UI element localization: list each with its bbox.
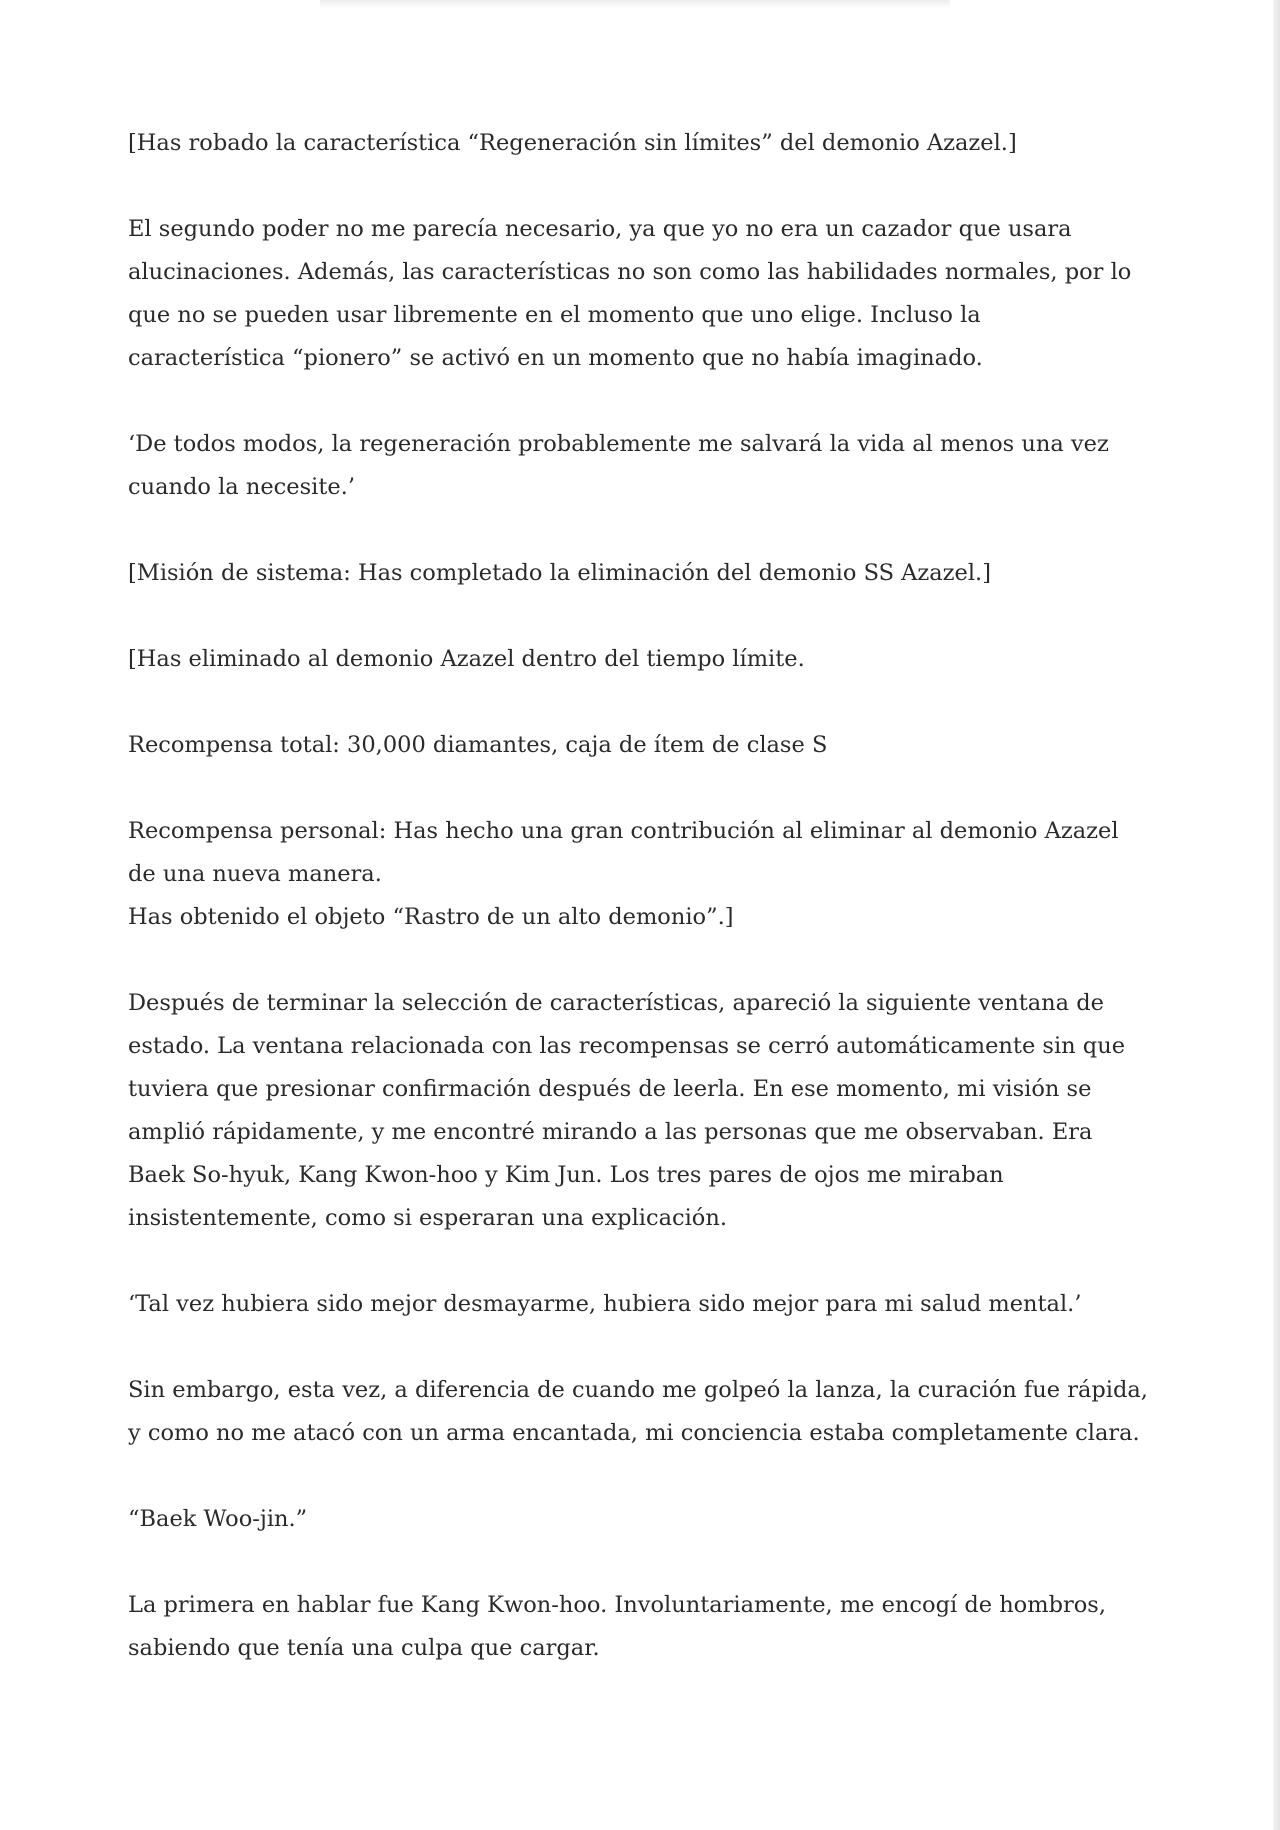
paragraph-total-reward (128, 724, 1148, 767)
text-line: Recompensa total: 30,000 diamantes, caja de ítem de clase S (128, 732, 828, 758)
text-line: Después de terminar la selección de características, apareció la siguiente ventana de (128, 990, 1104, 1016)
paragraph-healing (128, 1369, 1148, 1455)
text-line: Baek So-hyuk, Kang Kwon-hoo y Kim Jun. Los tres pares de ojos me miraban (128, 1162, 1004, 1188)
text-line: [Misión de sistema: Has completado la eliminación del demonio SS Azazel.] (128, 560, 991, 586)
text-line: [Has robado la característica “Regeneración sin límites” del demonio Azazel.] (128, 130, 1017, 156)
text-line: sabiendo que tenía una culpa que cargar. (128, 1635, 600, 1661)
text-line: Has obtenido el objeto “Rastro de un alto demonio”.] (128, 904, 734, 930)
text-line: ‘Tal vez hubiera sido mejor desmayarme, hubiera sido mejor para mi salud mental.’ (128, 1291, 1082, 1317)
text-line: La primera en hablar fue Kang Kwon-hoo. Involuntariamente, me encogí de hombros, (128, 1592, 1106, 1618)
text-line: “Baek Woo-jin.” (128, 1506, 308, 1532)
text-line: de una nueva manera. (128, 861, 382, 887)
paragraph-time-limit (128, 638, 1148, 681)
text-line: cuando la necesite.’ (128, 474, 355, 500)
text-line: amplió rápidamente, y me encontré mirando a las personas que me observaban. Era (128, 1119, 1093, 1145)
paragraph-regeneration-thought (128, 423, 1148, 509)
text-line: tuviera que presionar confirmación después de leerla. En ese momento, mi visión se (128, 1076, 1092, 1102)
paragraph-personal-reward (128, 810, 1148, 939)
paragraph-first-speaker (128, 1584, 1148, 1670)
paragraph-trait-stolen (128, 122, 1148, 165)
page-edge-shadow (1273, 0, 1280, 1830)
text-line: estado. La ventana relacionada con las recompensas se cerró automáticamente sin que (128, 1033, 1126, 1059)
paragraph-dialogue (128, 1498, 1148, 1541)
text-line: Sin embargo, esta vez, a diferencia de cuando me golpeó la lanza, la curación fue rápida, (128, 1377, 1148, 1403)
text-line: que no se pueden usar libremente en el momento que uno elige. Incluso la (128, 302, 981, 328)
text-line: Recompensa personal: Has hecho una gran contribución al eliminar al demonio Azazel (128, 818, 1119, 844)
page-top-shadow (320, 0, 950, 8)
document-body (128, 122, 1148, 1670)
text-line: característica “pionero” se activó en un momento que no había imaginado. (128, 345, 983, 371)
paragraph-status-window (128, 982, 1148, 1240)
text-line: y como no me atacó con un arma encantada, mi conciencia estaba completamente clara. (128, 1420, 1140, 1446)
text-line: insistentemente, como si esperaran una explicación. (128, 1205, 727, 1231)
text-line: [Has eliminado al demonio Azazel dentro del tiempo límite. (128, 646, 805, 672)
text-line: ‘De todos modos, la regeneración probablemente me salvará la vida al menos una vez (128, 431, 1109, 457)
text-line: alucinaciones. Además, las características no son como las habilidades normales, por lo (128, 259, 1132, 285)
paragraph-fainting-thought (128, 1283, 1148, 1326)
text-line: El segundo poder no me parecía necesario, ya que yo no era un cazador que usara (128, 216, 1072, 242)
paragraph-second-power (128, 208, 1148, 380)
paragraph-system-mission (128, 552, 1148, 595)
